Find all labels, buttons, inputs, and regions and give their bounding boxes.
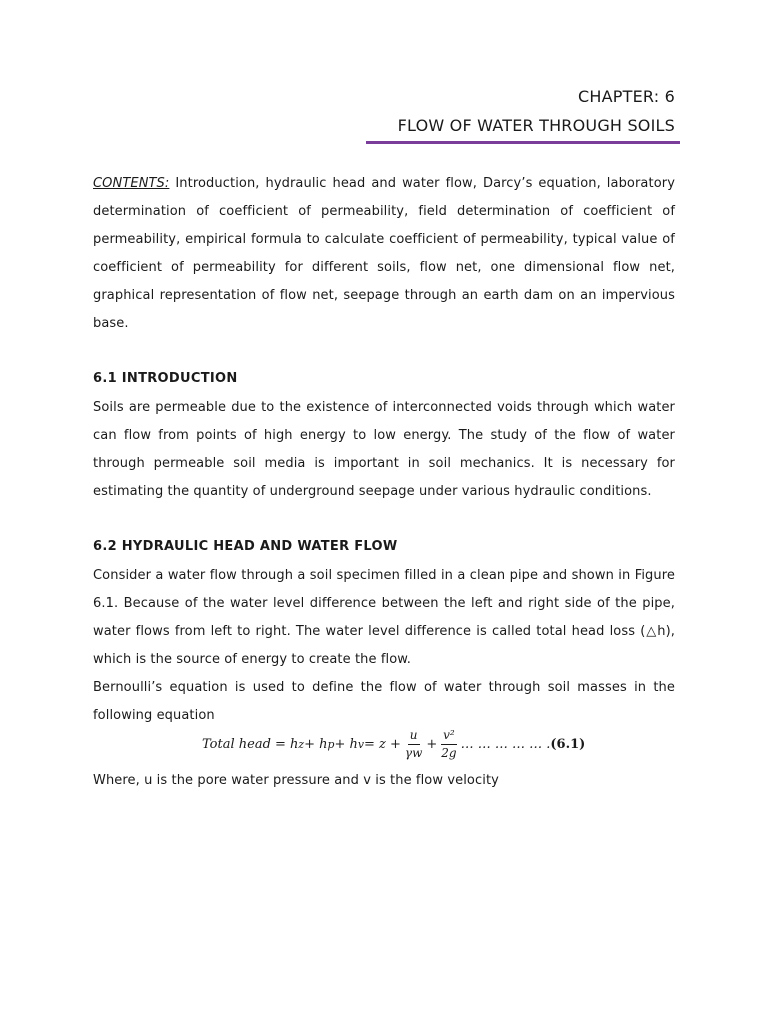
contents-text: Introduction, hydraulic head and water flow, Darcy’s equation, laboratory determination of coefficient of permeability, field determination of coefficient of permeability, empirical formula to calculate coefficient of permeability, typical value of coefficient of permeability for different soils, flow net, one dimensional flow net, graphical representation of flow net, seepage through an earth dam on an impervious base.: [93, 176, 675, 331]
eq-equals-z: = z +: [364, 737, 401, 752]
eq-sub-z: z: [298, 738, 305, 751]
eq-dots: … … … … … .: [460, 737, 551, 752]
fraction-pressure-denominator: γw: [404, 746, 423, 760]
title-underline: [366, 141, 680, 144]
hydraulic-head-text: [93, 562, 675, 730]
eq-sub-p: p: [327, 738, 335, 751]
section-heading-6-1: 6.1 INTRODUCTION: [93, 371, 238, 386]
fraction-velocity-head: [439, 728, 458, 761]
bernoulli-equation: [202, 728, 585, 761]
contents-label: CONTENTS:: [93, 176, 170, 191]
fraction-velocity-numerator: v²: [441, 728, 457, 745]
eq-plus-hp: + h: [304, 737, 328, 752]
where-text: Where, u is the pore water pressure and v is the flow velocity: [93, 773, 499, 788]
chapter-title: FLOW OF WATER THROUGH SOILS: [397, 116, 675, 135]
chapter-number: CHAPTER: 6: [578, 87, 675, 106]
hydraulic-head-paragraph: Consider a water flow through a soil specimen filled in a clean pipe and shown in Figure 6.1. Because of the water level difference between the left and right side of the pipe, water flows from left to right. The water level difference is called total head loss (△h), which is the source of energy to create the flow.: [93, 568, 675, 667]
fraction-velocity-denominator: 2g: [441, 746, 457, 760]
eq-lhs: Total head = h: [202, 737, 299, 752]
equation-number: (6.1): [550, 737, 586, 752]
bernoulli-paragraph: Bernoulli’s equation is used to define the flow of water through soil masses in the following equation: [93, 680, 675, 723]
section-heading-6-2: 6.2 HYDRAULIC HEAD AND WATER FLOW: [93, 539, 398, 554]
eq-plus-hv: + h: [334, 737, 358, 752]
introduction-paragraph: Soils are permeable due to the existence of interconnected voids through which water can flow from points of high energy to low energy. The study of the flow of water through permeable soil media is important in soil mechanics. It is necessary for estimating the quantity of underground seepage under various hydraulic conditions.: [93, 400, 675, 499]
eq-sub-v: v: [357, 738, 365, 751]
eq-plus-velocity: +: [426, 737, 438, 752]
fraction-pressure-numerator: u: [408, 728, 420, 745]
contents-paragraph: [93, 170, 675, 338]
fraction-pressure-head: [403, 728, 424, 761]
